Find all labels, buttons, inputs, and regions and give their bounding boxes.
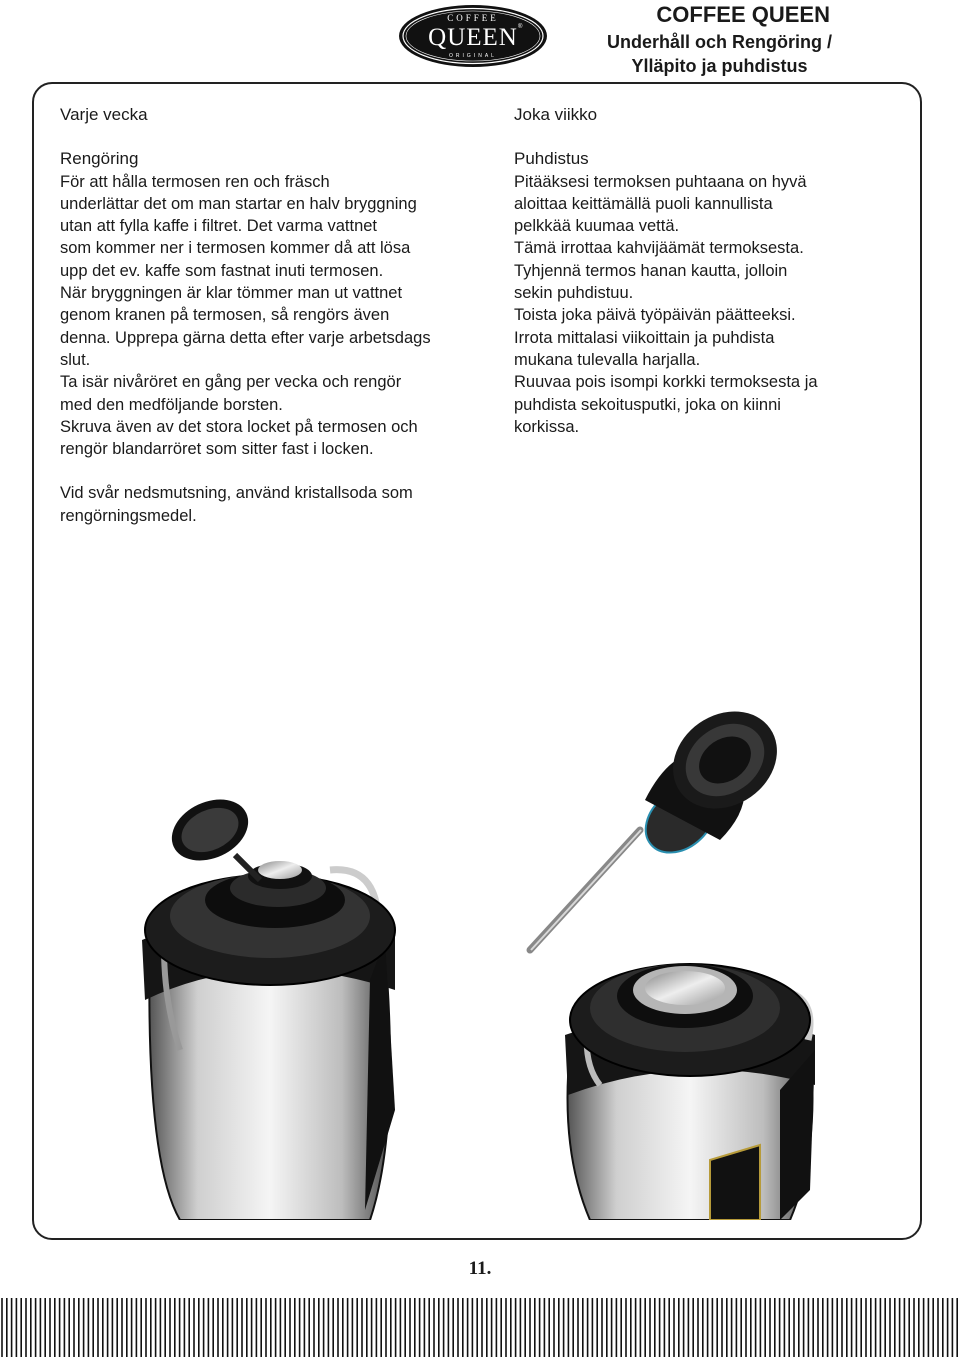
text-line: Irrota mittalasi viikoittain ja puhdista	[514, 328, 775, 347]
swedish-column	[60, 104, 490, 527]
header-title: COFFEE QUEEN	[656, 2, 830, 27]
extra-note	[60, 482, 490, 527]
text-line: Tyhjennä termos hanan kautta, jolloin	[514, 261, 788, 280]
text-line: denna. Upprepa gärna detta efter varje arbetsdags	[60, 328, 431, 347]
svg-text:ORIGINAL: ORIGINAL	[449, 53, 497, 59]
finnish-column	[514, 104, 874, 438]
text-line: utan att fylla kaffe i filtret. Det varma vattnet	[60, 217, 378, 236]
text-line: För att hålla termosen ren och fräsch	[60, 172, 330, 191]
svg-text:COFFEE: COFFEE	[447, 13, 499, 23]
coffee-queen-logo	[398, 4, 548, 68]
text-line: med den medföljande borsten.	[60, 395, 283, 414]
header-subtitle-line: Underhåll och Rengöring /	[606, 32, 832, 52]
text-line: korkissa.	[514, 417, 580, 436]
week-heading: Joka viikko	[514, 105, 598, 124]
instructions-text	[514, 171, 874, 439]
text-line: puhdista sekoitusputki, joka on kiinni	[514, 395, 781, 414]
thermos-illustration	[120, 690, 880, 1220]
text-line: upp det ev. kaffe som fastnat inuti termosen.	[60, 261, 384, 280]
text-line: som kommer ner i termosen kommer då att lösa	[60, 239, 411, 258]
text-line: Skruva även av det stora locket på termosen och	[60, 417, 418, 436]
text-line: rengör blandarröret som sitter fast i locken.	[60, 440, 374, 459]
text-line: Ruuvaa pois isompi korkki termoksesta ja	[514, 373, 818, 392]
section-heading: Puhdistus	[514, 149, 589, 169]
text-line: Ta isär nivåröret en gång per vecka och rengör	[60, 373, 402, 392]
text-line: Tämä irrottaa kahvijäämät termoksesta.	[514, 239, 804, 258]
text-line: När bryggningen är klar tömmer man ut vattnet	[60, 284, 403, 303]
page-number: 11.	[468, 1258, 492, 1279]
section-heading: Rengöring	[60, 149, 139, 169]
svg-text:®: ®	[518, 24, 523, 30]
text-line: aloittaa keittämällä puoli kannullista	[514, 194, 773, 213]
text-line: underlättar det om man startar en halv bryggning	[60, 194, 417, 213]
header-subtitle	[607, 30, 832, 78]
text-line: Vid svår nedsmutsning, använd kristallsoda som	[60, 484, 413, 503]
text-line: Pitääksesi termoksen puhtaana on hyvä	[514, 172, 807, 191]
text-line: genom kranen på termosen, så rengörs även	[60, 306, 390, 325]
svg-text:QUEEN: QUEEN	[428, 24, 518, 51]
thermos-left	[142, 788, 395, 1220]
text-line: sekin puhdistuu.	[514, 284, 634, 303]
header-subtitle-line: Ylläpito ja puhdistus	[631, 56, 808, 76]
text-line: Toista joka päivä työpäivän päätteeksi.	[514, 306, 796, 325]
instructions-text	[60, 171, 490, 461]
text-line: mukana tulevalla harjalla.	[514, 350, 701, 369]
week-heading: Varje vecka	[60, 105, 148, 124]
footer-stripe-pattern	[0, 1298, 960, 1357]
text-line: rengörningsmedel.	[60, 506, 197, 525]
thermos-right	[530, 692, 815, 1220]
text-line: slut.	[60, 350, 91, 369]
text-line: pelkkää kuumaa vettä.	[514, 217, 680, 236]
